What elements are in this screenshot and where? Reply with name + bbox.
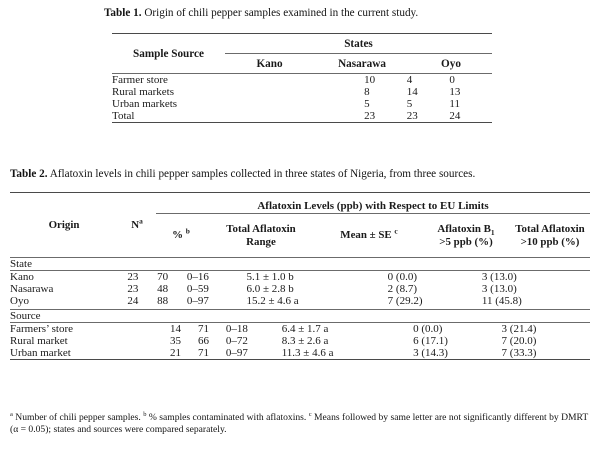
- table-2-cell-mean: 11.3 ± 4.6 a: [281, 347, 334, 359]
- table-2-cell-n: 23: [127, 271, 139, 283]
- table-2-cell-percent: 70: [157, 271, 169, 283]
- table-2-section-body: [10, 323, 590, 359]
- table-1-cell-source: Urban markets: [112, 98, 178, 110]
- table-2-col-header-n-footnote-mark: a: [139, 216, 143, 226]
- table-2-cell-total: 3 (21.4): [501, 323, 537, 335]
- table-1-bottom-rule: [112, 122, 492, 123]
- table-1-body-table: [112, 74, 492, 122]
- table-2-cell-mean: 15.2 ± 4.6 a: [246, 295, 299, 307]
- footnote-mark-a: a: [10, 410, 13, 418]
- table-2-cell-range: 0–72: [225, 335, 248, 347]
- table-2-cell-mean: 8.3 ± 2.6 a: [281, 335, 329, 347]
- table-1-cell-nasarawa: 4: [406, 74, 413, 86]
- table-row: [10, 283, 590, 295]
- table-1-cell-nasarawa: 23: [406, 110, 418, 122]
- table-1-group-header-states: States: [344, 37, 373, 50]
- table-2-caption-label: Table 2.: [10, 168, 48, 180]
- table-2-caption-text: Aflatoxin levels in chili pepper samples collected in three states of Nigeria, from three sources.: [47, 168, 476, 180]
- table-1-group-header-row: [112, 34, 492, 53]
- table-2-footnotes: [10, 412, 590, 436]
- footnote-mark-b: b: [143, 410, 147, 418]
- table-2-col-header-percent-text: %: [172, 229, 184, 242]
- table-2-sections: [10, 258, 590, 359]
- table-row: [112, 110, 492, 122]
- table-2-col-header-n-text: N: [131, 218, 140, 231]
- table-2-container: [10, 192, 590, 360]
- table-2-col-header-b1-subscript: 1: [490, 228, 495, 238]
- table-2-cell-origin: Rural market: [10, 335, 68, 347]
- table-1-cell-nasarawa: 14: [406, 86, 418, 98]
- table-2-col-header-total-line2: >10 ppb (%): [520, 235, 580, 248]
- table-2-col-header-mean-footnote-mark: c: [394, 226, 398, 236]
- table-2-cell-percent: 88: [157, 295, 169, 307]
- table-1-cell-oyo: 24: [449, 110, 461, 122]
- table-2-col-header-b1: [422, 214, 510, 257]
- table-row: [112, 74, 492, 86]
- table-2-group-header-aflatoxin: Aflatoxin Levels (ppb) with Respect to EU Limits: [257, 200, 489, 212]
- table-2-cell-percent: 71: [197, 347, 209, 359]
- table-2-col-header-b1-line2: >5 ppb (%): [439, 235, 493, 248]
- footnote-text-b: % samples contaminated with aflatoxins.: [146, 412, 309, 423]
- table-2-section-header-row: [10, 310, 590, 322]
- table-2-cell-b1: 7 (29.2): [387, 295, 423, 307]
- table-1-cell-nasarawa: 5: [406, 98, 413, 110]
- table-2-cell-origin: Farmers’ store: [10, 323, 74, 335]
- table-1-col-header-kano: Kano: [256, 57, 283, 70]
- table-1-head: [112, 34, 492, 73]
- table-1-cell-source: Farmer store: [112, 74, 168, 86]
- table-2-col-header-total: [510, 214, 590, 257]
- table-2-col-header-mean-text: Mean ± SE: [340, 229, 392, 242]
- table-2-col-header-n: [118, 193, 156, 257]
- table-2-cell-percent: 66: [197, 335, 209, 347]
- table-2-section-body-table: [10, 271, 590, 307]
- table-2-col-header-range-line2: Range: [246, 235, 276, 248]
- table-1-cell-kano: 5: [364, 98, 370, 110]
- table-2-cell-origin: Oyo: [10, 295, 29, 307]
- table-row: [10, 323, 590, 335]
- table-2-col-header-b1-line1: Aflatoxin B: [437, 223, 491, 235]
- table-1-col-header-oyo: Oyo: [441, 57, 461, 70]
- table-2-section-title-table: [10, 258, 590, 270]
- table-1-row-header-label: Sample Source: [133, 47, 204, 60]
- table-2-head: [10, 193, 590, 257]
- table-1-cell-kano: 8: [364, 86, 370, 98]
- table-row: [112, 86, 492, 98]
- table-1-cell-oyo: 13: [449, 86, 461, 98]
- table-2-group-header-row: [10, 193, 590, 213]
- table-2-section-body-table: [10, 323, 590, 359]
- table-2-cell-b1: 2 (8.7): [387, 283, 417, 295]
- table-2-cell-range: 0–97: [186, 295, 209, 307]
- table-2-cell-origin: Kano: [10, 271, 34, 283]
- table-row: [10, 295, 590, 307]
- table-1-caption-label: Table 1.: [104, 7, 142, 19]
- table-2-cell-range: 0–59: [186, 283, 209, 295]
- footnote-text-c: Means followed by same letter are not significantly different by DMRT (α = 0.05); states and sources were compared separately.: [10, 412, 589, 435]
- table-2-caption: [10, 167, 592, 181]
- table-2-cell-origin: Urban market: [10, 347, 71, 359]
- table-2-col-header-total-line1: Total Aflatoxin: [515, 223, 585, 235]
- table-2: [10, 193, 590, 257]
- table-1-cell-oyo: 11: [449, 98, 460, 110]
- table-2-section-title-table: [10, 310, 590, 322]
- table-row: [10, 271, 590, 283]
- table-2-cell-mean: 5.1 ± 1.0 b: [246, 271, 294, 283]
- table-2-cell-b1: 3 (14.3): [413, 347, 448, 359]
- table-row: [112, 98, 492, 110]
- table-2-cell-b1: 6 (17.1): [413, 335, 448, 347]
- table-2-cell-origin: Nasarawa: [10, 283, 54, 295]
- table-2-cell-b1: 0 (0.0): [387, 271, 417, 283]
- table-2-cell-n: 21: [170, 347, 182, 359]
- table-1-cell-oyo: 0: [449, 74, 455, 86]
- table-1-cell-kano: 23: [364, 110, 376, 122]
- table-1-caption-text: Origin of chili pepper samples examined in the current study.: [141, 7, 419, 19]
- table-2-cell-percent: 71: [197, 323, 209, 335]
- table-1-body: [112, 74, 492, 122]
- table-2-cell-range: 0–18: [225, 323, 248, 335]
- table-1-col-header-nasarawa: Nasarawa: [338, 57, 386, 70]
- table-2-col-header-range: [206, 214, 316, 257]
- table-2-cell-n: 23: [127, 283, 139, 295]
- table-2-cell-n: 35: [170, 335, 182, 347]
- table-2-cell-n: 24: [127, 295, 139, 307]
- footnote-text-a: Number of chili pepper samples.: [12, 412, 144, 423]
- table-2-cell-mean: 6.0 ± 2.8 b: [246, 283, 294, 295]
- table-2-cell-b1: 0 (0.0): [413, 323, 443, 335]
- table-2-col-header-mean: [316, 214, 422, 257]
- table-2-cell-total: 3 (13.0): [481, 271, 517, 283]
- table-2-cell-range: 0–97: [225, 347, 248, 359]
- table-2-bottom-rule: [10, 359, 590, 360]
- footnote-mark-c: c: [308, 410, 312, 418]
- table-row: [10, 347, 590, 359]
- table-2-col-header-percent: [156, 214, 206, 257]
- table-1-cell-source: Rural markets: [112, 86, 175, 98]
- table-2-col-header-origin: Origin: [48, 218, 80, 231]
- table-2-cell-range: 0–16: [186, 271, 209, 283]
- table-2-col-header-range-line1: Total Aflatoxin: [226, 223, 296, 235]
- table-row: [10, 335, 590, 347]
- table-2-cell-total: 7 (20.0): [501, 335, 537, 347]
- table-2-section-header-row: [10, 258, 590, 270]
- table-2-cell-mean: 6.4 ± 1.7 a: [281, 323, 329, 335]
- table-2-cell-percent: 48: [157, 283, 169, 295]
- table-1: [112, 34, 492, 73]
- table-2-col-header-percent-footnote-mark: b: [185, 226, 190, 236]
- table-1-container: [112, 33, 492, 123]
- table-2-section-title: Source: [10, 310, 41, 322]
- table-1-cell-source: Total: [112, 110, 135, 122]
- table-2-cell-n: 14: [170, 323, 182, 335]
- table-1-caption: [104, 6, 524, 20]
- table-2-cell-total: 7 (33.3): [501, 347, 537, 359]
- table-2-cell-total: 3 (13.0): [481, 283, 517, 295]
- table-2-section-title: State: [10, 258, 32, 270]
- table-2-cell-total: 11 (45.8): [481, 295, 522, 307]
- table-2-section-body: [10, 271, 590, 307]
- table-1-cell-kano: 10: [364, 74, 376, 86]
